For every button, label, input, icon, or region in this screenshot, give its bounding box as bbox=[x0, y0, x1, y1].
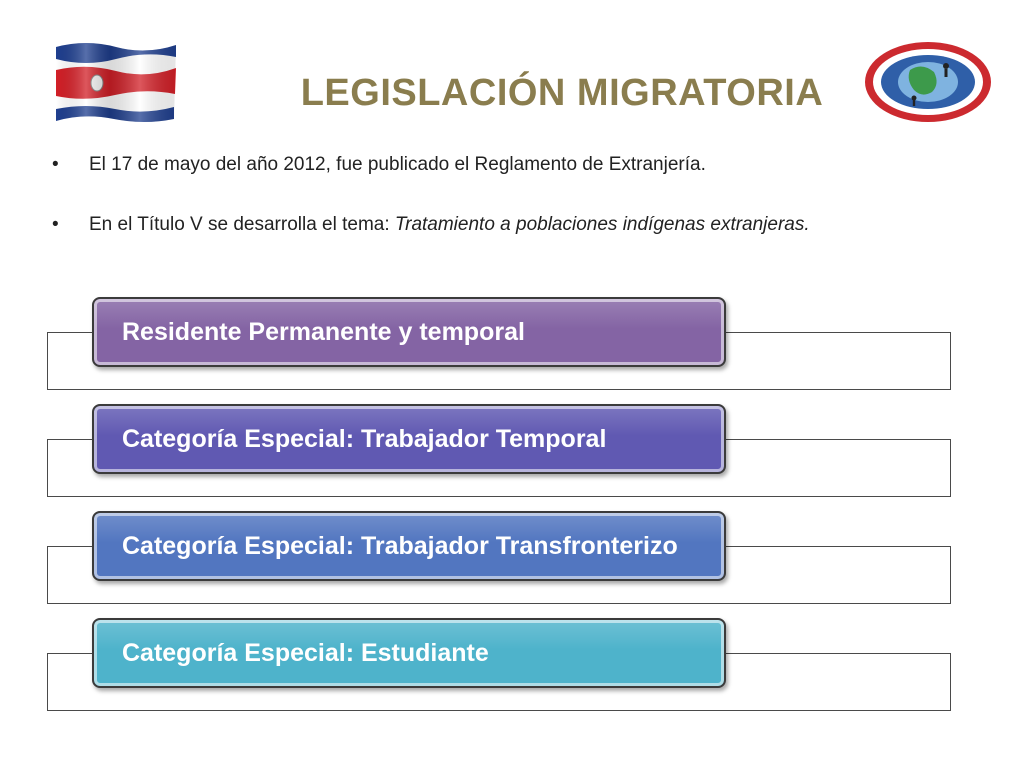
category-row bbox=[0, 618, 1024, 718]
category-resident: Residente Permanente y temporal bbox=[92, 297, 726, 367]
category-temporary-worker: Categoría Especial: Trabajador Temporal bbox=[92, 404, 726, 474]
bullet-item bbox=[52, 212, 972, 238]
bullet-list bbox=[52, 152, 972, 272]
slide-title: LEGISLACIÓN MIGRATORIA bbox=[300, 72, 824, 114]
bullet-italic-text: Tratamiento a poblaciones indígenas extranjeras. bbox=[394, 214, 810, 235]
bullet-item bbox=[52, 152, 972, 178]
bullet-text: El 17 de mayo del año 2012, fue publicado el Reglamento de Extranjería. bbox=[89, 154, 706, 175]
category-row bbox=[0, 511, 1024, 611]
bullet-marker: • bbox=[52, 214, 59, 235]
category-row bbox=[0, 404, 1024, 504]
category-student: Categoría Especial: Estudiante bbox=[92, 618, 726, 688]
category-cross-border-worker: Categoría Especial: Trabajador Transfronterizo bbox=[92, 511, 726, 581]
bullet-text: En el Título V se desarrolla el tema: bbox=[89, 214, 395, 235]
costa-rica-flag-icon bbox=[52, 37, 178, 125]
bullet-marker: • bbox=[52, 154, 59, 175]
category-row bbox=[0, 297, 1024, 397]
